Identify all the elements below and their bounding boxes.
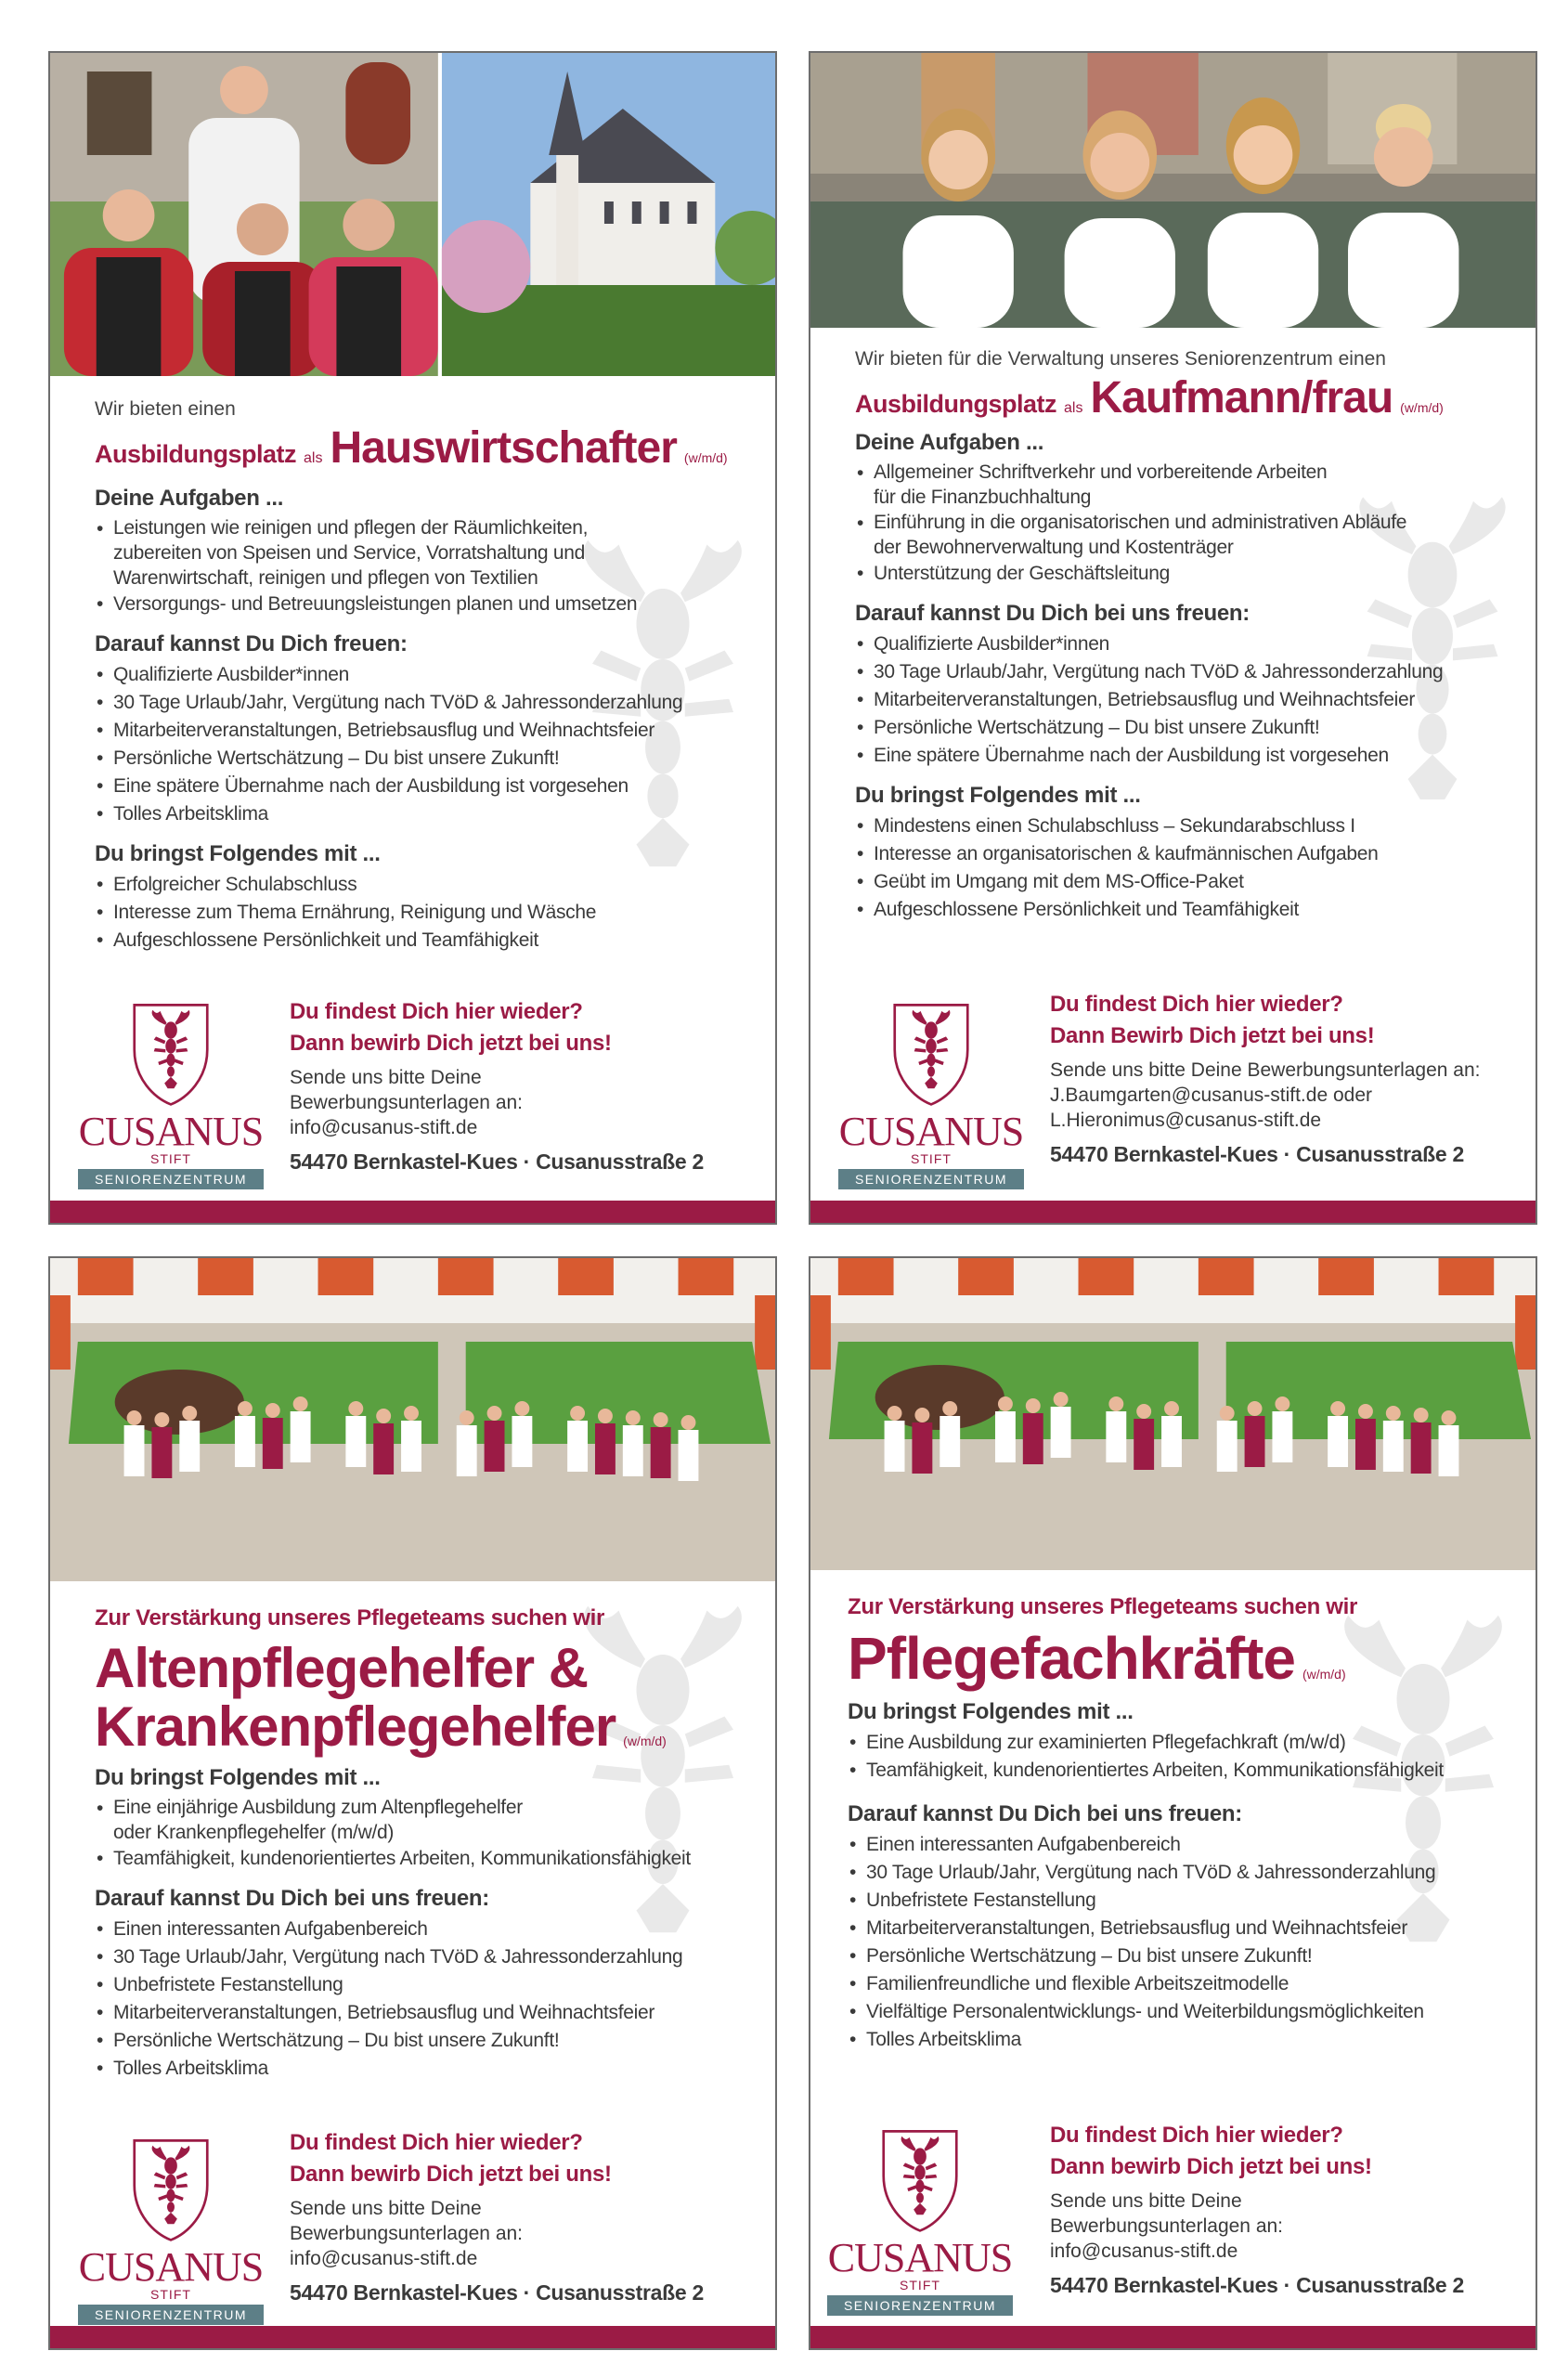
cusanus-logo: [838, 1000, 1024, 1189]
logo-stift: STIFT: [150, 2287, 191, 2302]
list-item: • 30 Tage Urlaub/Jahr, Vergütung nach TVöD & Jahressonderzahlung: [848, 1859, 1508, 1887]
headline-gender-note: (w/m/d): [623, 1734, 667, 1748]
list-item: • Vielfältige Personalentwicklungs- und Weiterbildungsmöglichkeiten: [848, 1998, 1508, 2026]
list-item: • Tolles Arbeitsklima: [95, 2055, 747, 2083]
bullet-list: [95, 515, 747, 618]
contact-headline-2: Dann Bewirb Dich jetzt bei uns!: [1050, 1023, 1375, 1048]
email-link[interactable]: info@cusanus-stift.de: [1050, 2241, 1238, 2262]
list-item: • Persönliche Wertschätzung – Du bist unsere Zukunft!: [95, 2027, 747, 2055]
list-item: • Qualifizierte Ausbilder*innen: [855, 630, 1508, 658]
headline-job-title: Hauswirtschafter: [330, 423, 677, 473]
bullet-list: [848, 1831, 1508, 2054]
shield-lobster-icon: [129, 2136, 213, 2243]
list-item: • Teamfähigkeit, kundenorientiertes Arbeiten, Kommunikationsfähigkeit: [95, 1845, 747, 1873]
ad-photo-team-courtyard: [810, 1258, 1536, 1570]
ad-headline: [95, 423, 747, 473]
logo-name: CUSANUS: [78, 1109, 264, 1154]
address: 54470 Bernkastel-Kues · Cusanusstraße 2: [290, 2280, 704, 2305]
list-item: • Einführung in die organisatorischen und administrativen Abläufe der Bewohnerverwaltung und Kostenträger: [855, 510, 1508, 560]
ad-headline: [95, 1697, 747, 1756]
list-item: • Qualifizierte Ausbilder*innen: [95, 661, 747, 689]
logo-stift: STIFT: [150, 1151, 191, 1166]
contact-headline-1: Du findest Dich hier wieder?: [290, 2130, 583, 2155]
headline-line-2: Krankenpflegehelfer: [95, 1695, 616, 1758]
contact-headline-1: Du findest Dich hier wieder?: [290, 999, 583, 1024]
cusanus-logo: [78, 2136, 264, 2325]
list-item: • Interesse an organisatorischen & kaufmännischen Aufgaben: [855, 840, 1508, 868]
ad-photo-office-team: [810, 53, 1536, 328]
list-item: • Unbefristete Festanstellung: [95, 1971, 747, 1999]
list-item: • Mitarbeiterveranstaltungen, Betriebsausflug und Weihnachtsfeier: [95, 1999, 747, 2027]
list-item: • Mitarbeiterveranstaltungen, Betriebsausflug und Weihnachtsfeier: [855, 686, 1508, 714]
ad-intro: Zur Verstärkung unseres Pflegeteams suchen wir: [848, 1594, 1358, 1619]
headline-gender-note: (w/m/d): [1302, 1667, 1346, 1682]
logo-name: CUSANUS: [78, 2244, 264, 2290]
section-title: Darauf kannst Du Dich bei uns freuen:: [95, 1886, 489, 1911]
address: 54470 Bernkastel-Kues · Cusanusstraße 2: [1050, 1142, 1464, 1166]
job-ad-hauswirtschafter: [48, 51, 777, 1225]
bullet-list: [95, 1795, 747, 1873]
ad-intro: Zur Verstärkung unseres Pflegeteams suchen wir: [95, 1605, 605, 1630]
footer-bar: [50, 1201, 775, 1223]
contact-headline-1: Du findest Dich hier wieder?: [1050, 992, 1343, 1017]
job-ad-kaufmann: [809, 51, 1537, 1225]
headline-job-title: Kaufmann/frau: [1090, 373, 1393, 422]
logo-name: CUSANUS: [827, 2235, 1013, 2280]
list-item: • Einen interessanten Aufgabenbereich: [848, 1831, 1508, 1859]
list-item: • Tolles Arbeitsklima: [95, 800, 747, 828]
footer-bar: [50, 2326, 775, 2348]
list-item: • Interesse zum Thema Ernährung, Reinigung und Wäsche: [95, 899, 747, 927]
bullet-list: [95, 871, 747, 955]
list-item: • Eine Ausbildung zur examinierten Pflegefachkraft (m/w/d): [848, 1729, 1508, 1757]
headline-job-title: Pflegefachkräfte: [848, 1625, 1295, 1692]
ad-intro: Wir bieten einen: [95, 398, 236, 420]
list-item: • Persönliche Wertschätzung – Du bist unsere Zukunft!: [95, 745, 747, 773]
section-title: Deine Aufgaben ...: [855, 430, 1044, 455]
logo-name: CUSANUS: [838, 1109, 1024, 1154]
list-item: • Unterstützung der Geschäftsleitung: [855, 560, 1508, 588]
logo-subtitle: SENIORENZENTRUM: [838, 1169, 1024, 1189]
list-item: • Eine spätere Übernahme nach der Ausbildung ist vorgesehen: [855, 742, 1508, 770]
headline-gender-note: (w/m/d): [1400, 400, 1444, 415]
bullet-list: [95, 1916, 747, 2083]
contact-block: [1050, 2120, 1464, 2298]
bullet-list: [855, 812, 1508, 924]
contact-headline-2: Dann bewirb Dich jetzt bei uns!: [1050, 2154, 1372, 2179]
list-item: • Aufgeschlossene Persönlichkeit und Teamfähigkeit: [95, 927, 747, 955]
list-item: • Eine einjährige Ausbildung zum Altenpflegehelfer oder Krankenpflegehelfer (m/w/d): [95, 1795, 747, 1845]
section-title: Du bringst Folgendes mit ...: [855, 783, 1141, 808]
logo-stift: STIFT: [900, 2278, 940, 2293]
email-link[interactable]: L.Hieronimus@cusanus-stift.de: [1050, 1110, 1322, 1131]
section-title: Darauf kannst Du Dich bei uns freuen:: [848, 1801, 1242, 1827]
list-item: • 30 Tage Urlaub/Jahr, Vergütung nach TVöD & Jahressonderzahlung: [855, 658, 1508, 686]
logo-subtitle: SENIORENZENTRUM: [78, 2305, 264, 2325]
bullet-list: [855, 460, 1508, 588]
contact-block: [290, 996, 704, 1175]
headline-small: Ausbildungsplatz: [855, 390, 1056, 418]
section-title: Darauf kannst Du Dich bei uns freuen:: [855, 601, 1250, 626]
contact-block: [290, 2127, 704, 2306]
headline-als: als: [1064, 400, 1083, 416]
ad-intro: Wir bieten für die Verwaltung unseres Seniorenzentrum einen: [855, 348, 1386, 370]
logo-stift: STIFT: [911, 1151, 952, 1166]
section-title: Darauf kannst Du Dich freuen:: [95, 631, 408, 656]
list-item: • Versorgungs- und Betreuungsleistungen planen und umsetzen: [95, 591, 747, 618]
job-ad-pflegefachkraefte: [809, 1256, 1537, 2350]
ad-headline: [848, 1625, 1508, 1692]
email-link[interactable]: info@cusanus-stift.de: [290, 2248, 478, 2269]
list-item: • Unbefristete Festanstellung: [848, 1887, 1508, 1915]
email-link[interactable]: J.Baumgarten@cusanus-stift.de oder: [1050, 1085, 1372, 1106]
list-item: • Mitarbeiterveranstaltungen, Betriebsausflug und Weihnachtsfeier: [848, 1915, 1508, 1942]
contact-headline-2: Dann bewirb Dich jetzt bei uns!: [290, 2162, 612, 2187]
ad-photo-staff-and-church: [50, 53, 775, 376]
cusanus-logo: [827, 2126, 1013, 2316]
contact-headline-2: Dann bewirb Dich jetzt bei uns!: [290, 1031, 612, 1056]
job-ad-pflegehelfer: [48, 1256, 777, 2350]
footer-bar: [810, 1201, 1536, 1223]
list-item: • Leistungen wie reinigen und pflegen der Räumlichkeiten, zubereiten von Speisen und Service, Vorratshaltung und Warenwirtschaft, reinigen und pflegen von Textilien: [95, 515, 747, 591]
list-item: • Geübt im Umgang mit dem MS-Office-Paket: [855, 868, 1508, 896]
contact-block: [1050, 989, 1481, 1167]
shield-lobster-icon: [129, 1000, 213, 1108]
list-item: • Erfolgreicher Schulabschluss: [95, 871, 747, 899]
contact-text: Sende uns bitte Deine Bewerbungsunterlagen an: J.Baumgarten@cusanus-stift.de oder L.Hieronimus@cusanus-stift.de: [1050, 1059, 1481, 1131]
headline-line-1: Altenpflegehelfer &: [95, 1637, 589, 1699]
headline-small: Ausbildungsplatz: [95, 440, 296, 468]
list-item: • Eine spätere Übernahme nach der Ausbildung ist vorgesehen: [95, 773, 747, 800]
cusanus-logo: [78, 1000, 264, 1189]
email-link[interactable]: info@cusanus-stift.de: [290, 1117, 478, 1138]
bullet-list: [848, 1729, 1508, 1785]
list-item: • Familienfreundliche und flexible Arbeitszeitmodelle: [848, 1970, 1508, 1998]
shield-lobster-icon: [889, 1000, 973, 1108]
list-item: • 30 Tage Urlaub/Jahr, Vergütung nach TVöD & Jahressonderzahlung: [95, 1943, 747, 1971]
section-title: Du bringst Folgendes mit ...: [95, 841, 381, 866]
footer-bar: [810, 2326, 1536, 2348]
bullet-list: [855, 630, 1508, 770]
contact-text: Sende uns bitte Deine Bewerbungsunterlagen an: info@cusanus-stift.de: [290, 2196, 704, 2271]
section-title: Du bringst Folgendes mit ...: [848, 1699, 1134, 1725]
bullet-list: [95, 661, 747, 828]
list-item: • Allgemeiner Schriftverkehr und vorbereitende Arbeiten für die Finanzbuchhaltung: [855, 460, 1508, 510]
list-item: • Mitarbeiterveranstaltungen, Betriebsausflug und Weihnachtsfeier: [95, 717, 747, 745]
ad-photo-team-courtyard: [50, 1258, 775, 1581]
list-item: • 30 Tage Urlaub/Jahr, Vergütung nach TVöD & Jahressonderzahlung: [95, 689, 747, 717]
list-item: • Tolles Arbeitsklima: [848, 2026, 1508, 2054]
logo-subtitle: SENIORENZENTRUM: [78, 1169, 264, 1189]
list-item: • Mindestens einen Schulabschluss – Sekundarabschluss I: [855, 812, 1508, 840]
contact-text: Sende uns bitte Deine Bewerbungsunterlagen an: info@cusanus-stift.de: [290, 1065, 704, 1140]
headline-gender-note: (w/m/d): [683, 450, 728, 465]
contact-headline-1: Du findest Dich hier wieder?: [1050, 2123, 1343, 2148]
logo-subtitle: SENIORENZENTRUM: [827, 2295, 1013, 2316]
address: 54470 Bernkastel-Kues · Cusanusstraße 2: [1050, 2273, 1464, 2297]
list-item: • Einen interessanten Aufgabenbereich: [95, 1916, 747, 1943]
list-item: • Persönliche Wertschätzung – Du bist unsere Zukunft!: [855, 714, 1508, 742]
list-item: • Aufgeschlossene Persönlichkeit und Teamfähigkeit: [855, 896, 1508, 924]
address: 54470 Bernkastel-Kues · Cusanusstraße 2: [290, 1150, 704, 1174]
list-item: • Persönliche Wertschätzung – Du bist unsere Zukunft!: [848, 1942, 1508, 1970]
headline-als: als: [304, 450, 323, 466]
section-title: Du bringst Folgendes mit ...: [95, 1765, 381, 1790]
contact-text: Sende uns bitte Deine Bewerbungsunterlagen an: info@cusanus-stift.de: [1050, 2189, 1464, 2264]
section-title: Deine Aufgaben ...: [95, 486, 284, 511]
ad-headline: [855, 373, 1508, 422]
shield-lobster-icon: [878, 2126, 962, 2234]
list-item: • Teamfähigkeit, kundenorientiertes Arbeiten, Kommunikationsfähigkeit: [848, 1757, 1508, 1785]
